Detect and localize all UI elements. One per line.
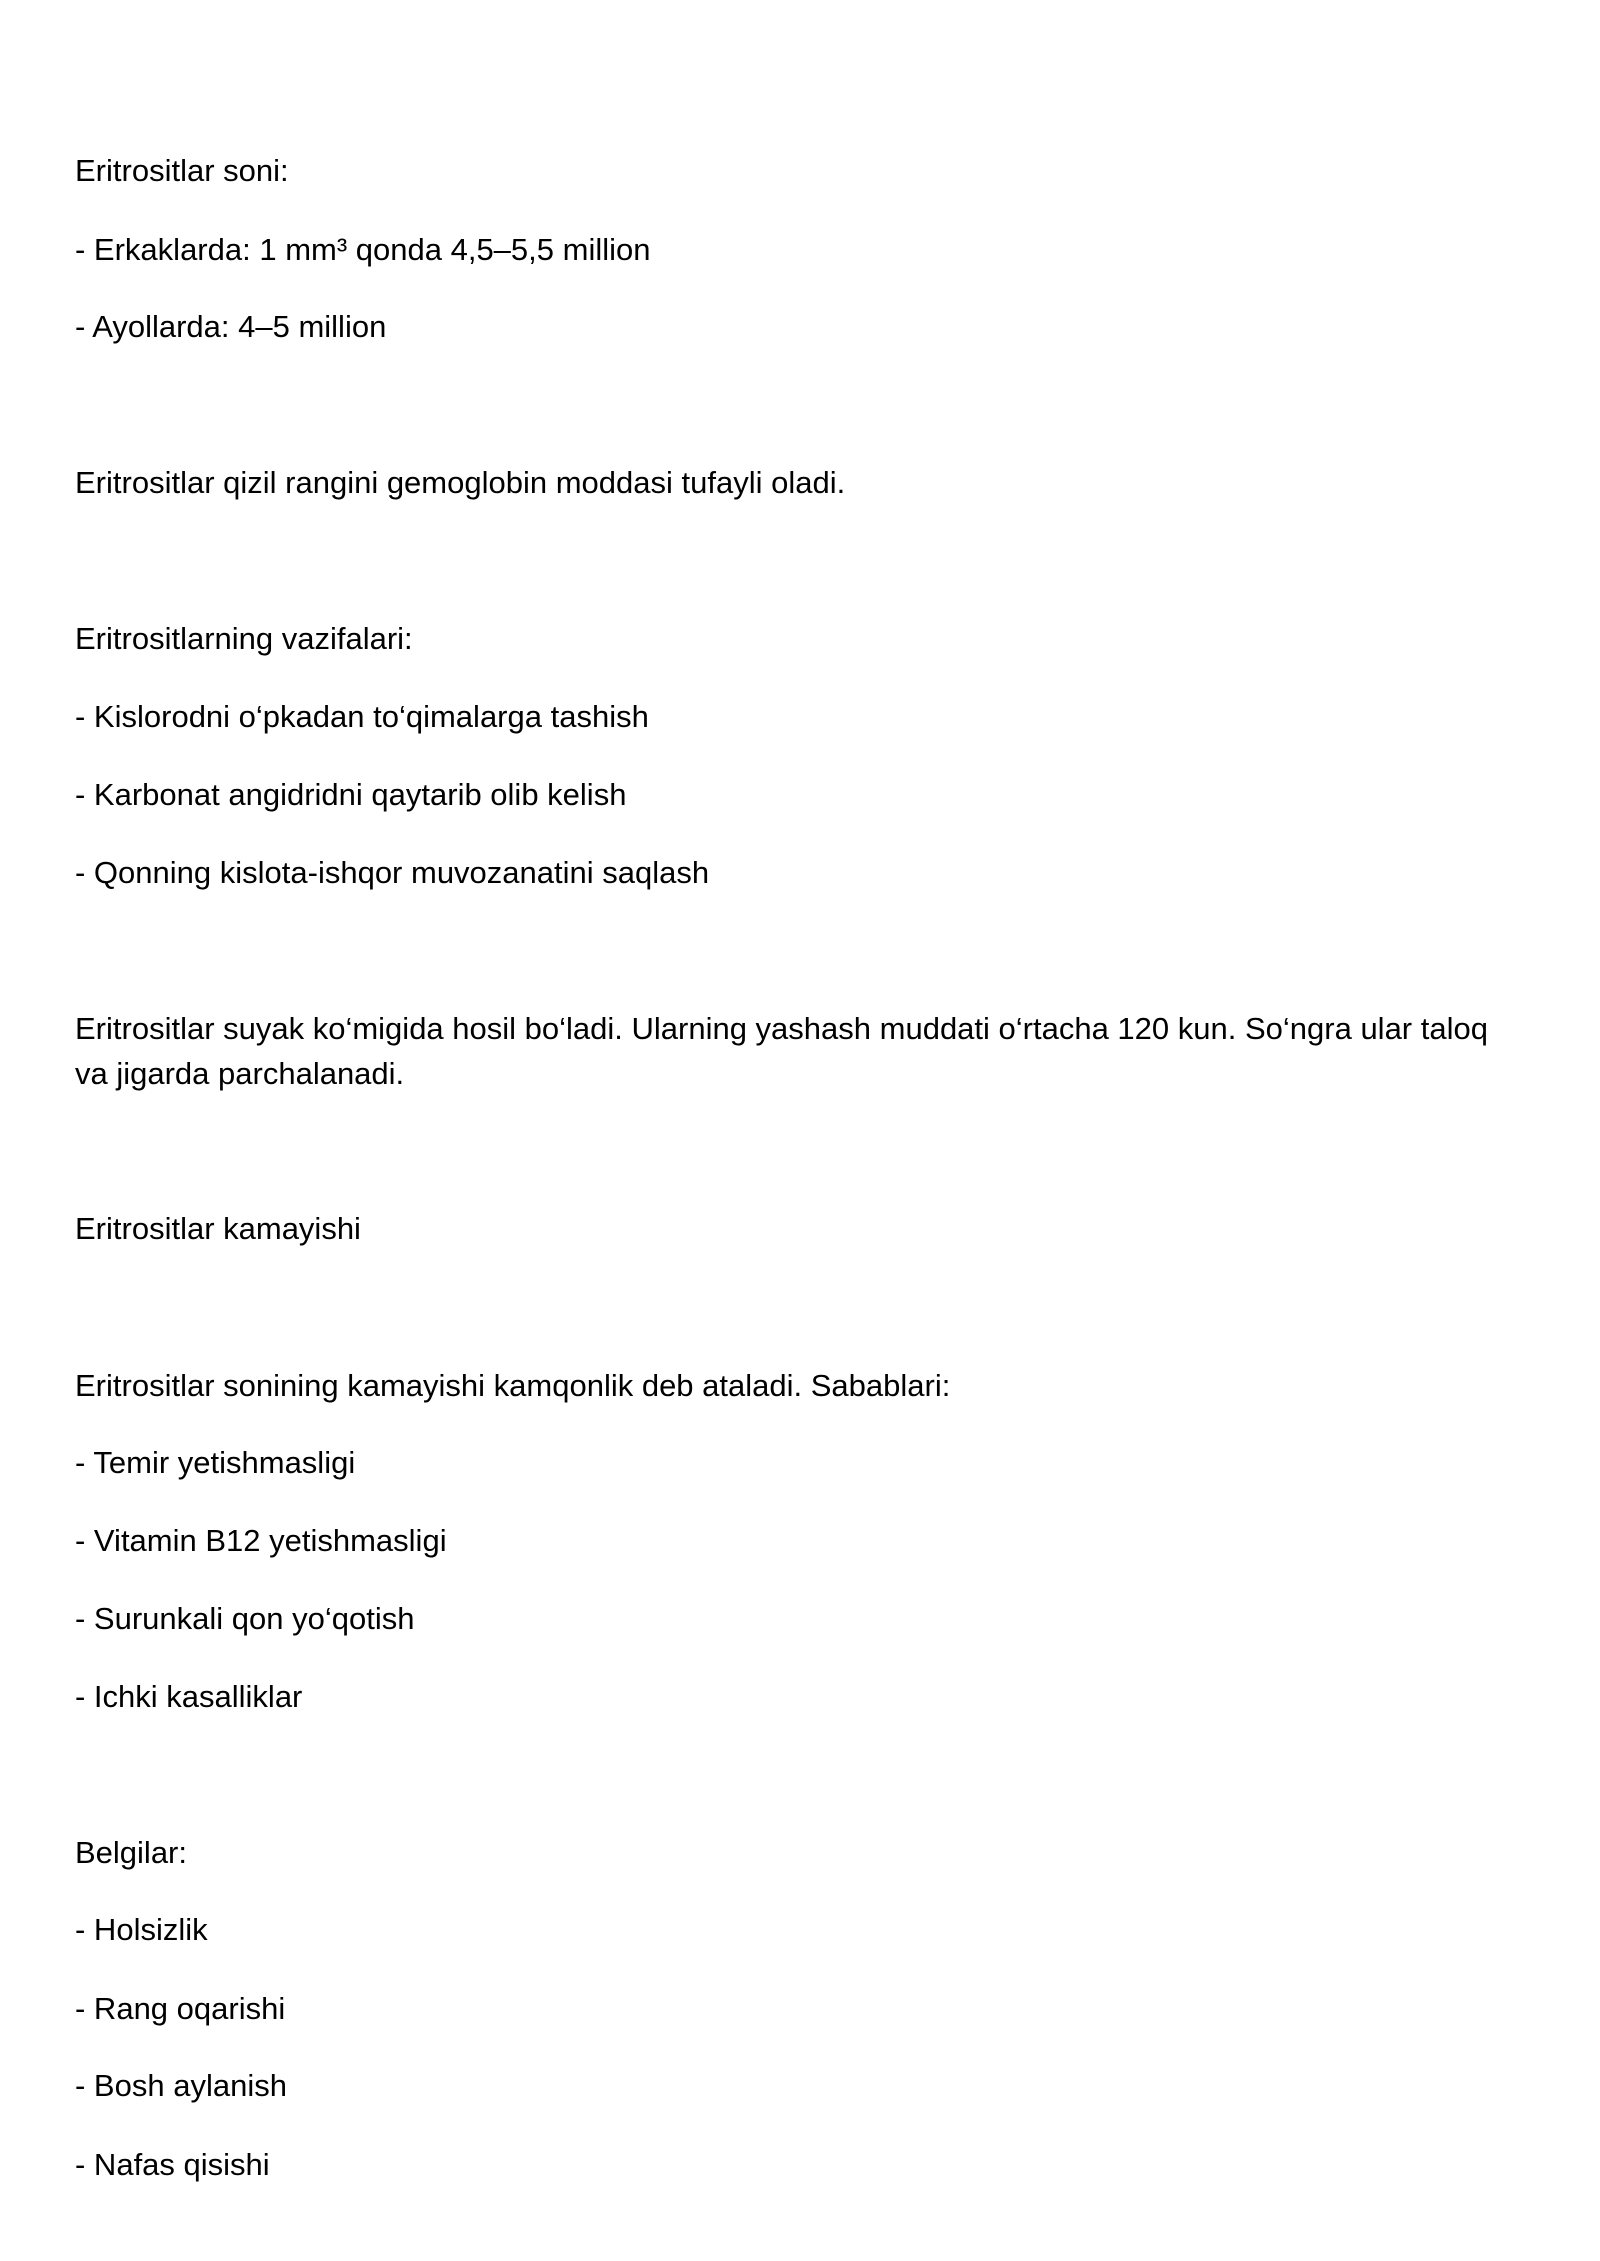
rbc-count-heading: Eritrositlar soni: xyxy=(75,153,289,188)
function-item: - Kislorodni o‘pkadan to‘qimalarga tashish xyxy=(75,699,649,734)
rbc-count-women: - Ayollarda: 4–5 million xyxy=(75,309,387,344)
causes-heading: Eritrositlar sonining kamayishi kamqonlik deb ataladi. Sabablari: xyxy=(75,1368,951,1403)
symptom-item: - Nafas qisishi xyxy=(75,2147,270,2182)
functions-heading: Eritrositlarning vazifalari: xyxy=(75,621,413,656)
cause-item: - Temir yetishmasligi xyxy=(75,1445,356,1480)
symptoms-heading: Belgilar: xyxy=(75,1835,187,1870)
function-item: - Qonning kislota-ishqor muvozanatini saqlash xyxy=(75,855,710,890)
symptom-item: - Bosh aylanish xyxy=(75,2068,287,2103)
symptom-item: - Holsizlik xyxy=(75,1912,208,1947)
rbc-count-men: - Erkaklarda: 1 mm³ qonda 4,5–5,5 million xyxy=(75,232,651,267)
color-statement: Eritrositlar qizil rangini gemoglobin moddasi tufayli oladi. xyxy=(75,465,846,500)
symptom-item: - Rang oqarishi xyxy=(75,1991,286,2026)
cause-item: - Surunkali qon yo‘qotish xyxy=(75,1601,415,1636)
decrease-heading: Eritrositlar kamayishi xyxy=(75,1211,361,1246)
origin-paragraph: Eritrositlar suyak ko‘migida hosil bo‘ladi. Ularning yashash muddati o‘rtacha 120 kun. So‘ngra ular taloq va jigarda parchalanadi. xyxy=(75,1011,1488,1091)
function-item: - Karbonat angidridni qaytarib olib kelish xyxy=(75,777,627,812)
cause-item: - Ichki kasalliklar xyxy=(75,1679,303,1714)
cause-item: - Vitamin B12 yetishmasligi xyxy=(75,1523,447,1558)
